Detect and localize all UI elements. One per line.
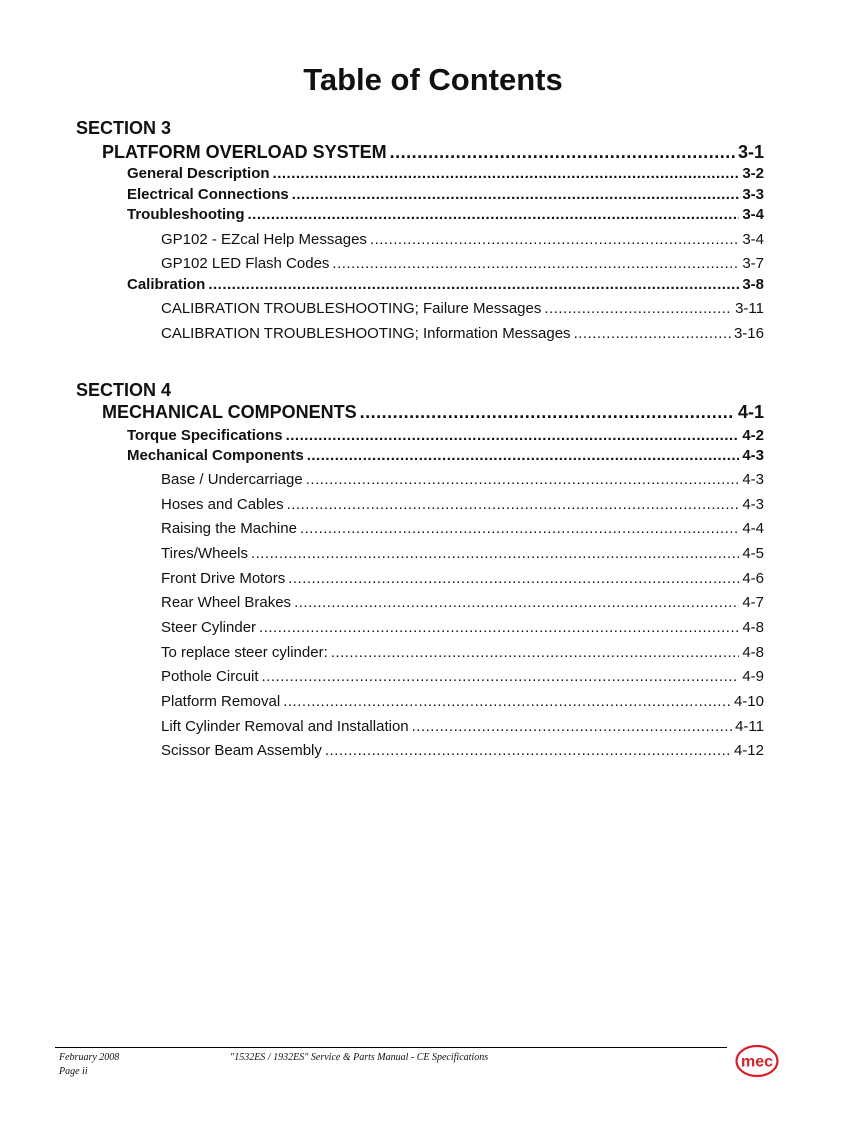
footer-date: February 2008 <box>59 1052 120 1063</box>
toc-entry[interactable]: Lift Cylinder Removal and Installation ..... 4-11 <box>161 718 764 735</box>
toc-entry[interactable]: Hoses and Cables ..... 4-3 <box>161 496 764 513</box>
toc-entry[interactable]: CALIBRATION TROUBLESHOOTING; Information Messages ..... 3-16 <box>161 325 764 342</box>
section-label: SECTION 4 <box>76 380 172 400</box>
footer-divider <box>55 1047 727 1048</box>
page-title: Table of Contents <box>303 62 563 97</box>
toc-entry[interactable]: Base / Undercarriage ..... 4-3 <box>161 471 764 488</box>
section-label: SECTION 3 <box>76 118 172 138</box>
logo-text: mec <box>740 1053 774 1071</box>
toc-entry[interactable]: Electrical Connections ..... 3-3 <box>127 186 764 203</box>
toc-entry[interactable]: Rear Wheel Brakes ..... 4-7 <box>161 594 764 611</box>
toc-heading[interactable]: MECHANICAL COMPONENTS ..... 4-1 <box>102 402 764 423</box>
toc-entry[interactable]: Steer Cylinder ..... 4-8 <box>161 619 764 636</box>
toc-entry[interactable]: General Description ..... 3-2 <box>127 165 764 182</box>
toc-entry[interactable]: Mechanical Components ..... 4-3 <box>127 447 764 464</box>
toc-entry[interactable]: CALIBRATION TROUBLESHOOTING; Failure Messages ..... 3-11 <box>161 300 764 317</box>
toc-entry[interactable]: Raising the Machine ..... 4-4 <box>161 520 764 537</box>
toc-heading[interactable]: PLATFORM OVERLOAD SYSTEM ..... 3-1 <box>102 142 764 163</box>
toc-entry[interactable]: GP102 - EZcal Help Messages ..... 3-4 <box>161 231 764 248</box>
toc-entry[interactable]: Calibration ..... 3-8 <box>127 276 764 293</box>
toc-entry[interactable]: Platform Removal ..... 4-10 <box>161 693 764 710</box>
toc-entry[interactable]: Scissor Beam Assembly ..... 4-12 <box>161 742 764 759</box>
toc-entry[interactable]: Tires/Wheels ..... 4-5 <box>161 545 764 562</box>
toc-entry[interactable]: To replace steer cylinder: ..... 4-8 <box>161 644 764 661</box>
toc-entry[interactable]: Torque Specifications ..... 4-2 <box>127 427 764 444</box>
toc-entry[interactable]: Pothole Circuit ..... 4-9 <box>161 668 764 685</box>
toc-entry[interactable]: Troubleshooting ..... 3-4 <box>127 206 764 223</box>
toc-entry[interactable]: GP102 LED Flash Codes ..... 3-7 <box>161 255 764 272</box>
footer-manual-title: "1532ES / 1932ES" Service & Parts Manual - CE Specifications <box>230 1052 489 1063</box>
toc-entry[interactable]: Front Drive Motors ..... 4-6 <box>161 570 764 587</box>
mec-logo-icon <box>735 1044 779 1078</box>
footer-page-number: Page ii <box>59 1066 88 1077</box>
